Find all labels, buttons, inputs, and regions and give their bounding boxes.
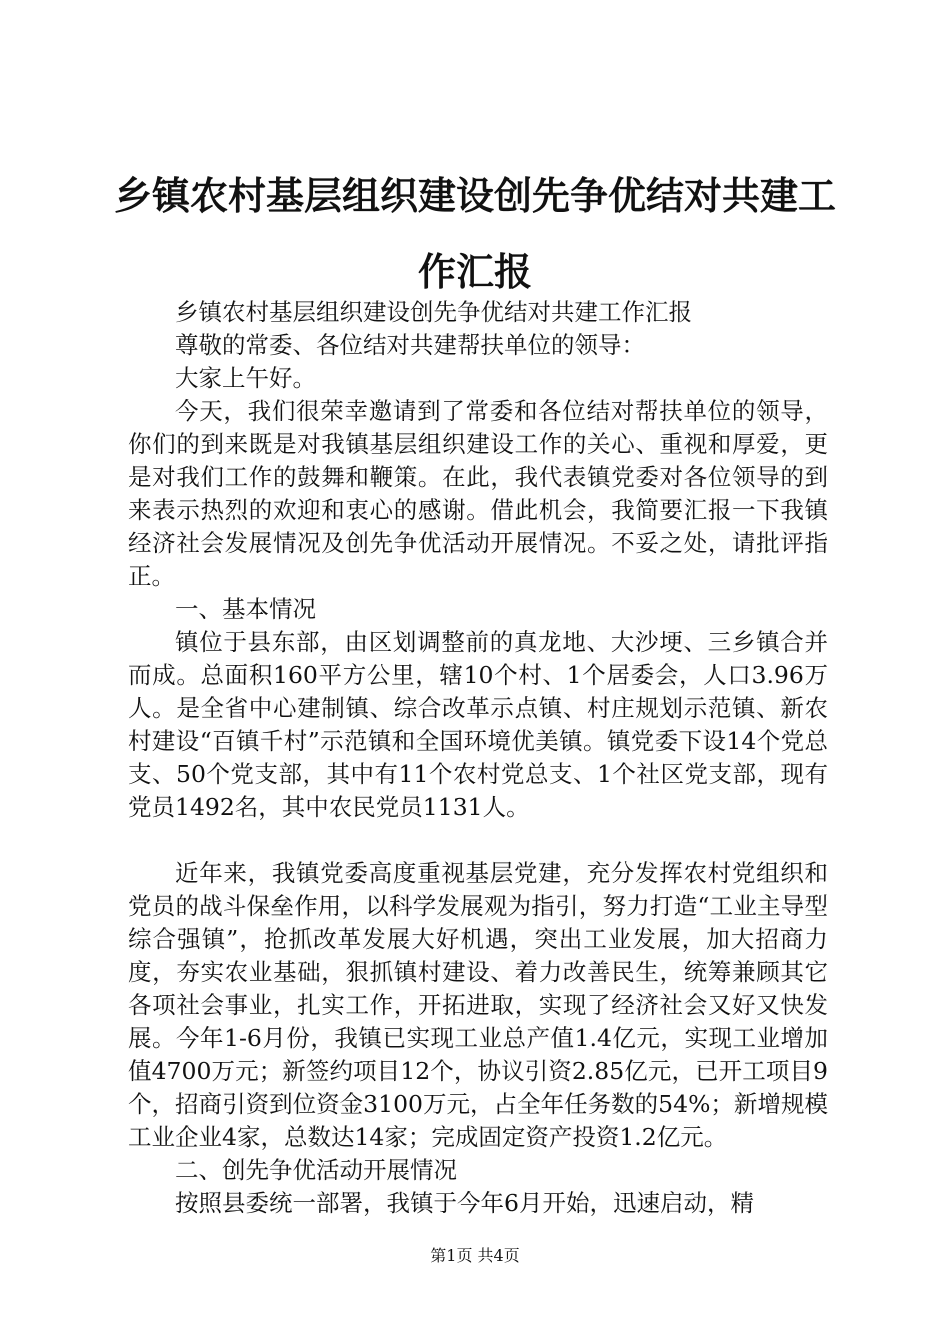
section-heading-basic: 一、基本情况 [175, 595, 316, 623]
paragraph-heading-repeat: 乡镇农村基层组织建设创先争优结对共建工作汇报 [175, 298, 692, 326]
document-body [128, 296, 828, 1220]
paragraph-greeting: 大家上午好。 [175, 364, 316, 392]
paragraph-basic-info: 镇位于县东部，由区划调整前的真龙地、大沙埂、三乡镇合并而成。总面积160平方公里，辖10个村、1个居委会，人口3.96万人。是全省中心建制镇、综合改革示点镇、村庄规划示范镇、新农村建设“百镇千村”示范镇和全国环境优美镇。镇党委下设14个党总支、50个党支部，其中有11个农村党总支、1个社区党支部，现有党员1492名，其中农民党员1131人。 [128, 628, 828, 821]
paragraph-salutation: 尊敬的常委、各位结对共建帮扶单位的领导： [175, 331, 645, 359]
section-heading-activities: 二、创先争优活动开展情况 [175, 1156, 457, 1184]
document-title: 乡镇农村基层组织建设创先争优结对共建工作汇报 [113, 173, 836, 294]
paragraph-introduction: 今天，我们很荣幸邀请到了常委和各位结对帮扶单位的领导，你们的到来既是对我镇基层组织建设工作的关心、重视和厚爱，更是对我们工作的鼓舞和鞭策。在此，我代表镇党委对各位领导的到来表示热烈的欢迎和衷心的感谢。借此机会，我简要汇报一下我镇经济社会发展情况及创先争优活动开展情况。不妥之处，请批评指正。 [128, 397, 828, 590]
paragraph-activities-start: 按照县委统一部署，我镇于今年6月开始，迅速启动，精 [175, 1189, 754, 1217]
paragraph-development: 近年来，我镇党委高度重视基层党建，充分发挥农村党组织和党员的战斗保垒作用，以科学发展观为指引，努力打造“工业主导型综合强镇”，抢抓改革发展大好机遇，突出工业发展，加大招商力度，夯实农业基础，狠抓镇村建设、着力改善民生，统筹兼顾其它各项社会事业，扎实工作，开拓进取，实现了经济社会又好又快发展。今年1-6月份，我镇已实现工业总产值1.4亿元，实现工业增加值4700万元；新签约项目12个，协议引资2.85亿元，已开工项目9个，招商引资到位资金3100万元，占全年任务数的54%；新增规模工业企业4家，总数达14家；完成固定资产投资1.2亿元。 [128, 859, 828, 1151]
page-footer: 第1页 共4页 [430, 1246, 520, 1265]
